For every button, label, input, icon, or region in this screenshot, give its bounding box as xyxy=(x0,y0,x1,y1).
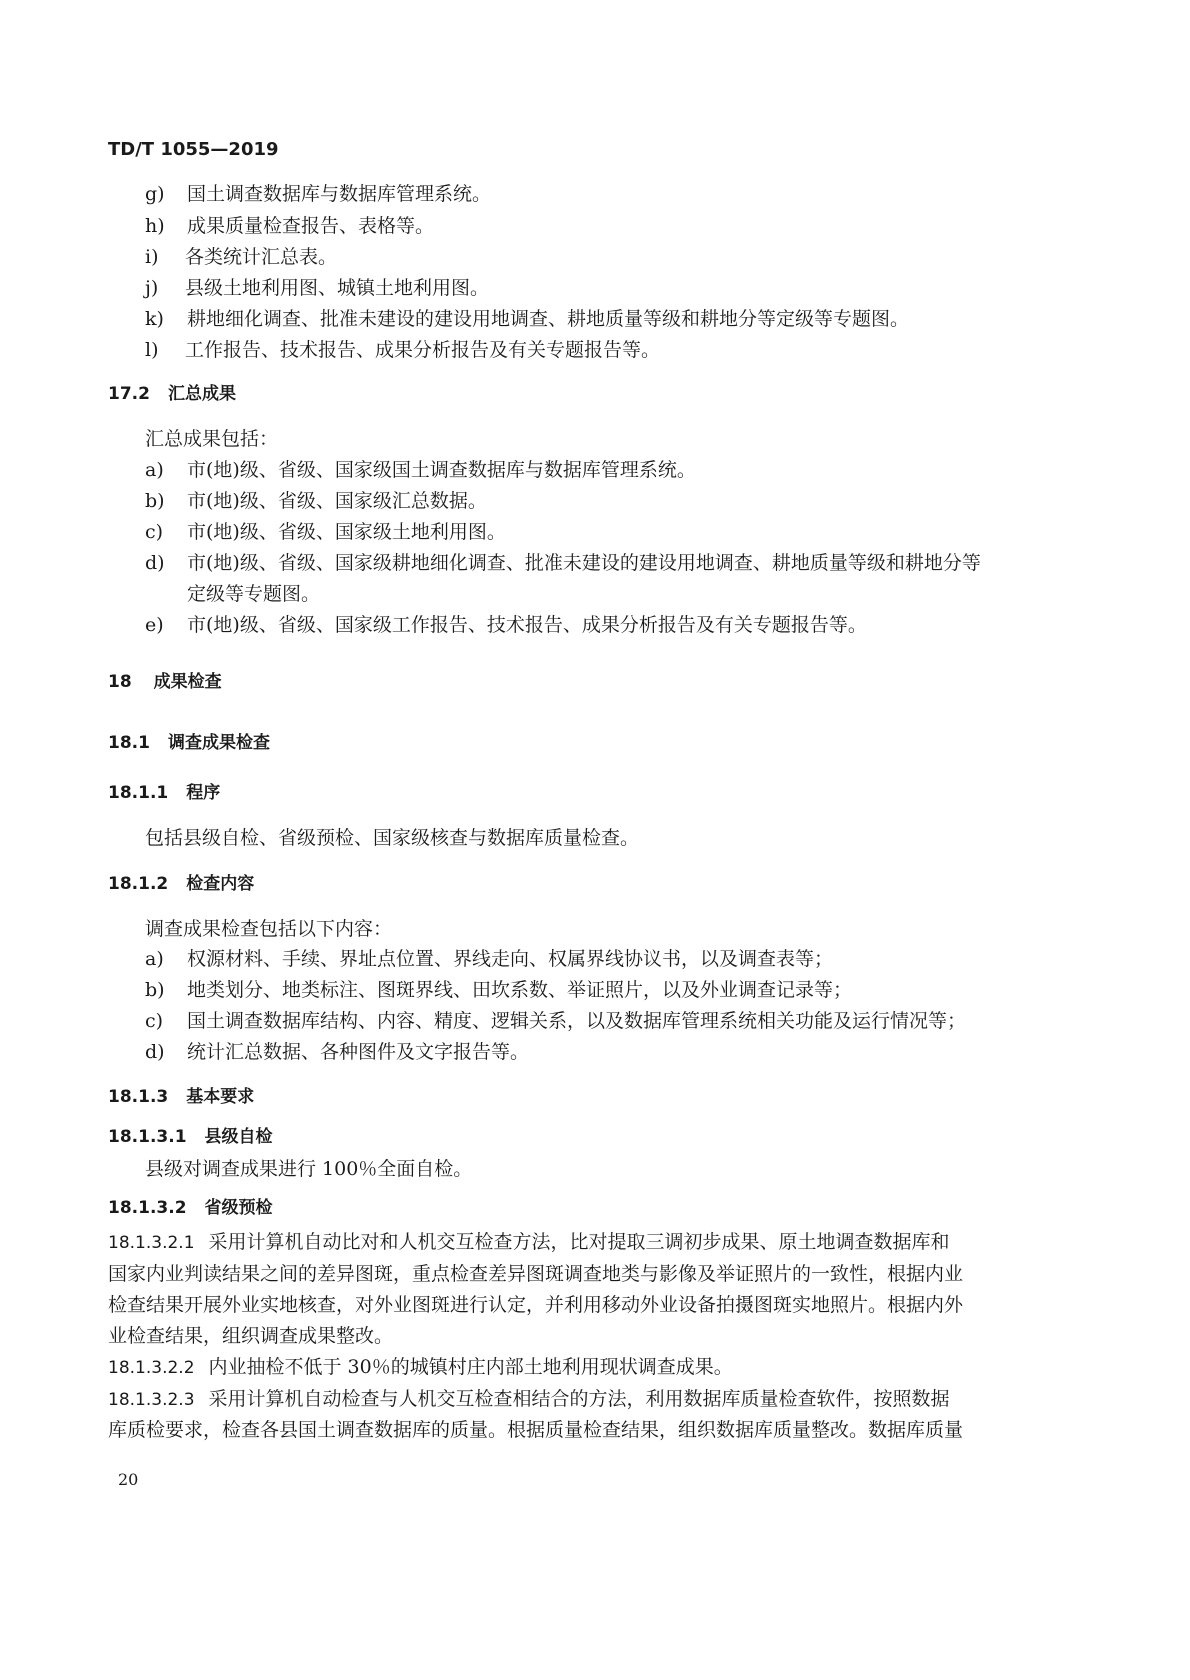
paragraph-line: 18.1.3.2.3 采用计算机自动检查与人机交互检查相结合的方法，利用数据库质量检查软件，按照数据 xyxy=(108,1388,950,1410)
list-item: c) 国土调查数据库结构、内容、精度、逻辑关系，以及数据库管理系统相关功能及运行情况等； xyxy=(145,1010,967,1032)
section-heading-17-2: 17.2 汇总成果 xyxy=(108,384,236,404)
section-intro: 调查成果检查包括以下内容： xyxy=(145,918,393,940)
section-heading-18-1-1: 18.1.1 程序 xyxy=(108,783,221,803)
list-item: b) 市(地)级、省级、国家级汇总数据。 xyxy=(145,490,487,512)
section-heading-18-1-3-2: 18.1.3.2 省级预检 xyxy=(108,1198,273,1218)
page-number: 20 xyxy=(118,1470,139,1489)
list-item: l) 工作报告、技术报告、成果分析报告及有关专题报告等。 xyxy=(145,339,661,361)
list-item: a) 权源材料、手续、界址点位置、界线走向、权属界线协议书，以及调查表等； xyxy=(145,948,834,970)
section-heading-18-1: 18.1 调查成果检查 xyxy=(108,733,270,753)
section-intro: 汇总成果包括： xyxy=(145,428,279,450)
list-item-continuation: 定级等专题图。 xyxy=(187,583,321,605)
paragraph-line: 18.1.3.2.1 采用计算机自动比对和人机交互检查方法，比对提取三调初步成果、原土地调查数据库和 xyxy=(108,1231,950,1253)
list-item: h) 成果质量检查报告、表格等。 xyxy=(145,215,435,237)
list-item: c) 市(地)级、省级、国家级土地利用图。 xyxy=(145,521,506,543)
list-item: b) 地类划分、地类标注、图斑界线、田坎系数、举证照片，以及外业调查记录等； xyxy=(145,979,853,1001)
paragraph-line: 检查结果开展外业实地核查，对外业图斑进行认定，并利用移动外业设备拍摄图斑实地照片。根据内外 xyxy=(108,1294,964,1316)
list-item: e) 市(地)级、省级、国家级工作报告、技术报告、成果分析报告及有关专题报告等。 xyxy=(145,614,867,636)
list-item: g) 国土调查数据库与数据库管理系统。 xyxy=(145,183,492,205)
paragraph-line: 国家内业判读结果之间的差异图斑，重点检查差异图斑调查地类与影像及举证照片的一致性，根据内业 xyxy=(108,1263,964,1285)
section-body: 县级对调查成果进行 100％全面自检。 xyxy=(145,1158,473,1180)
standard-code: TD/T 1055—2019 xyxy=(108,139,279,160)
list-item: d) 统计汇总数据、各种图件及文字报告等。 xyxy=(145,1041,530,1063)
list-item: d) 市(地)级、省级、国家级耕地细化调查、批准未建设的建设用地调查、耕地质量等级和耕地分等 xyxy=(145,552,981,574)
section-body: 包括县级自检、省级预检、国家级核查与数据库质量检查。 xyxy=(145,827,640,849)
list-item: j) 县级土地利用图、城镇土地利用图。 xyxy=(145,277,490,299)
paragraph-line: 18.1.3.2.2 内业抽检不低于 30％的城镇村庄内部土地利用现状调查成果。 xyxy=(108,1356,733,1378)
section-heading-18-1-3-1: 18.1.3.1 县级自检 xyxy=(108,1127,273,1147)
list-item: i) 各类统计汇总表。 xyxy=(145,246,338,268)
list-item: k) 耕地细化调查、批准未建设的建设用地调查、耕地质量等级和耕地分等定级等专题图。 xyxy=(145,308,910,330)
paragraph-line: 库质检要求，检查各县国土调查数据库的质量。根据质量检查结果，组织数据库质量整改。数据库质量 xyxy=(108,1419,964,1441)
section-heading-18-1-3: 18.1.3 基本要求 xyxy=(108,1087,255,1107)
list-item: a) 市(地)级、省级、国家级国土调查数据库与数据库管理系统。 xyxy=(145,459,696,481)
section-heading-18-1-2: 18.1.2 检查内容 xyxy=(108,874,255,894)
chapter-heading-18: 18 成果检查 xyxy=(108,672,222,692)
paragraph-line: 业检查结果，组织调查成果整改。 xyxy=(108,1325,394,1347)
